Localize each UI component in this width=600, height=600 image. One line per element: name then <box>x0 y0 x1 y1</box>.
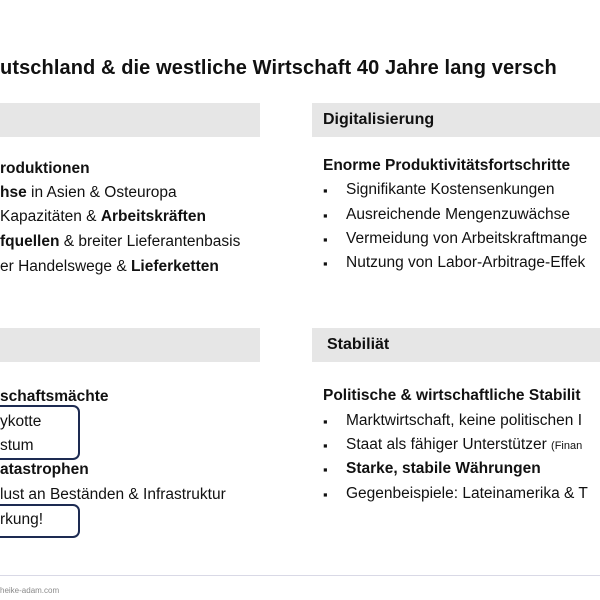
text-run: Lieferketten <box>130 258 219 275</box>
text-run: & breiter Lieferantenbasis <box>59 233 241 250</box>
top-left-line-5 <box>0 258 219 276</box>
bullet-icon: ▪ <box>323 487 328 502</box>
bullet-icon: ▪ <box>323 232 328 247</box>
subheading-stability: Politische & wirtschaftliche Stabilit <box>323 387 581 404</box>
top-left-line-1 <box>0 160 90 178</box>
text-run: in Asien & Osteuropa <box>26 184 177 201</box>
slide-title: utschland & die westliche Wirtschaft 40 Jahre lang versch <box>0 57 557 79</box>
text-run: lust an Beständen & Infrastruktur <box>0 486 226 503</box>
text-run: atastrophen <box>0 461 89 478</box>
bullet-item: Gegenbeispiele: Lateinamerika & T <box>346 485 588 502</box>
text-run: hse <box>0 184 27 201</box>
bullet-icon: ▪ <box>323 208 328 223</box>
footer-divider <box>0 575 600 576</box>
top-left-line-3 <box>0 208 206 226</box>
text-run: ykotte <box>0 413 42 430</box>
bottom-left-line-4 <box>0 461 89 479</box>
text-run: Kapazitäten & <box>0 208 101 225</box>
section-header-digitalisierung: Digitalisierung <box>323 111 435 128</box>
section-header-stabiliaet: Stabiliät <box>327 336 390 353</box>
bullet-icon: ▪ <box>323 462 328 477</box>
top-left-line-4 <box>0 233 240 251</box>
section-header-bar-bottom-left <box>0 328 260 362</box>
section-header-bar-top-left <box>0 103 260 137</box>
bullet-icon: ▪ <box>323 438 328 453</box>
bullet-item: Nutzung von Labor-Arbitrage-Effek <box>346 254 586 271</box>
text-run: roduktionen <box>0 160 90 177</box>
bullet-icon: ▪ <box>323 414 328 429</box>
text-run: er Handelswege & <box>0 258 131 275</box>
bottom-left-line-1 <box>0 388 109 406</box>
bullet-item: Vermeidung von Arbeitskraftmange <box>346 230 588 247</box>
text-run: stum <box>0 437 34 454</box>
bullet-icon: ▪ <box>323 183 328 198</box>
subheading-productivity: Enorme Produktivitätsfortschritte <box>323 157 571 174</box>
bullet-item: Ausreichende Mengenzuwächse <box>346 206 571 223</box>
text-run: Arbeitskräften <box>100 208 206 225</box>
top-left-line-2 <box>0 184 177 202</box>
bullet-item: Marktwirtschaft, keine politischen I <box>346 412 583 429</box>
text-run: rkung! <box>0 511 44 528</box>
highlight-box-boycott <box>0 405 80 460</box>
bottom-left-line-5 <box>0 486 226 504</box>
bullet-icon: ▪ <box>323 256 328 271</box>
bullet-item: Starke, stabile Währungen <box>346 460 541 477</box>
bullet-item <box>346 436 582 454</box>
bullet-item: Signifikante Kostensenkungen <box>346 181 555 198</box>
text-run: fquellen <box>0 233 60 250</box>
footer-credit: heike-adam.com <box>0 586 60 595</box>
text-run: schaftsmächte <box>0 388 109 405</box>
text-run: Staat als fähiger Unterstützer <box>346 436 552 453</box>
highlight-box-effect <box>0 504 80 538</box>
text-run-small: (Finan <box>551 440 583 452</box>
